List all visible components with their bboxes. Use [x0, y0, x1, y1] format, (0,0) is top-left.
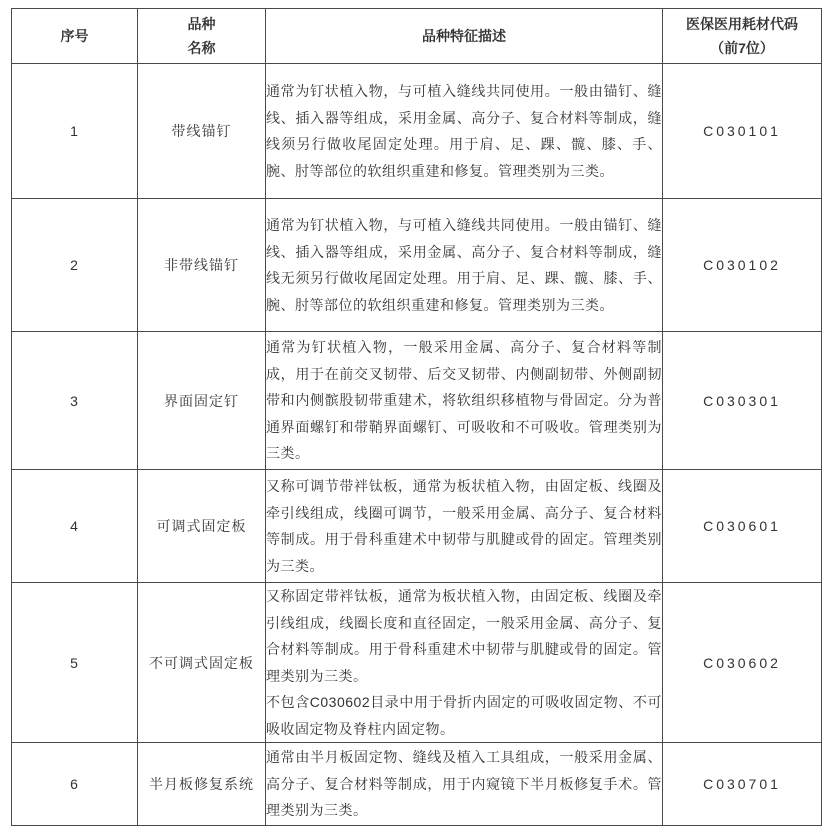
feature-description-exclusion-text: 不包含C030602目录中用于骨折内固定的可吸收固定物、不可吸收固定物及脊柱内固定物。: [266, 694, 662, 737]
table-row: [12, 583, 822, 743]
medical-consumables-catalog-table: [11, 8, 822, 826]
header-feature-description-label: 品种特征描述: [422, 28, 506, 44]
insurance-code-cell: C030602: [663, 583, 822, 743]
product-name-cell: 界面固定钉: [138, 332, 266, 470]
serial-number-cell: 2: [12, 199, 138, 332]
header-insurance-code-line2: （前7位）: [710, 40, 774, 56]
header-serial-number-label: 序号: [60, 28, 89, 44]
feature-description-cell: [266, 743, 663, 826]
feature-description-text: 又称固定带袢钛板，通常为板状植入物，由固定板、线圈及牵引线组成，线圈长度和直径固定，一般采用金属、高分子、复合材料等制成。用于骨科重建术中韧带与肌腱或骨的固定。管理类别为三类。: [266, 588, 662, 684]
product-name-cell: 可调式固定板: [138, 470, 266, 583]
feature-description-cell: [266, 470, 663, 583]
product-name-cell: 不可调式固定板: [138, 583, 266, 743]
header-product-name: [138, 9, 266, 64]
serial-number-cell: 5: [12, 583, 138, 743]
table-row: [12, 332, 822, 470]
feature-description-text: 通常为钉状植入物，一般采用金属、高分子、复合材料等制成，用于在前交叉韧带、后交叉韧带、内侧副韧带、外侧副韧带和内侧髌股韧带重建术，将软组织移植物与骨固定。分为普通界面螺钉和带鞘界面螺钉、可吸收和不可吸收。管理类别为三类。: [266, 339, 662, 462]
table-row: [12, 743, 822, 826]
header-feature-description: [266, 9, 663, 64]
header-insurance-code: [663, 9, 822, 64]
header-insurance-code-line1: 医保医用耗材代码: [686, 16, 798, 32]
serial-number-cell: 3: [12, 332, 138, 470]
insurance-code-cell: C030601: [663, 470, 822, 583]
table-row: [12, 470, 822, 583]
product-name-cell: 带线锚钉: [138, 64, 266, 199]
header-row: [12, 9, 822, 64]
feature-description-cell: [266, 64, 663, 199]
feature-description-text: 通常为钉状植入物，与可植入缝线共同使用。一般由锚钉、缝线、插入器等组成，采用金属、高分子、复合材料等制成，缝线须另行做收尾固定处理。用于肩、足、踝、髋、膝、手、腕、肘等部位的软组织重建和修复。管理类别为三类。: [266, 83, 662, 179]
feature-description-cell: [266, 332, 663, 470]
serial-number-cell: 4: [12, 470, 138, 583]
insurance-code-cell: C030301: [663, 332, 822, 470]
table-row: [12, 199, 822, 332]
insurance-code-cell: C030102: [663, 199, 822, 332]
header-product-name-line2: 名称: [187, 40, 216, 56]
header-product-name-line1: 品种: [187, 16, 216, 32]
product-name-cell: 非带线锚钉: [138, 199, 266, 332]
feature-description-cell: [266, 583, 663, 743]
insurance-code-cell: C030701: [663, 743, 822, 826]
feature-description-text: 通常为钉状植入物，与可植入缝线共同使用。一般由锚钉、缝线、插入器等组成，采用金属、高分子、复合材料等制成，缝线无须另行做收尾固定处理。用于肩、足、踝、髋、膝、手、腕、肘等部位的软组织重建和修复。管理类别为三类。: [266, 217, 662, 313]
header-serial-number: [12, 9, 138, 64]
feature-description-text: 又称可调节带袢钛板，通常为板状植入物，由固定板、线圈及牵引线组成，线圈可调节，一般采用金属、高分子、复合材料等制成。用于骨科重建术中韧带与肌腱或骨的固定。管理类别为三类。: [266, 478, 662, 574]
table-row: [12, 64, 822, 199]
serial-number-cell: 1: [12, 64, 138, 199]
insurance-code-cell: C030101: [663, 64, 822, 199]
serial-number-cell: 6: [12, 743, 138, 826]
feature-description-cell: [266, 199, 663, 332]
product-name-cell: 半月板修复系统: [138, 743, 266, 826]
feature-description-text: 通常由半月板固定物、缝线及植入工具组成，一般采用金属、高分子、复合材料等制成，用于内窥镜下半月板修复手术。管理类别为三类。: [266, 749, 662, 819]
